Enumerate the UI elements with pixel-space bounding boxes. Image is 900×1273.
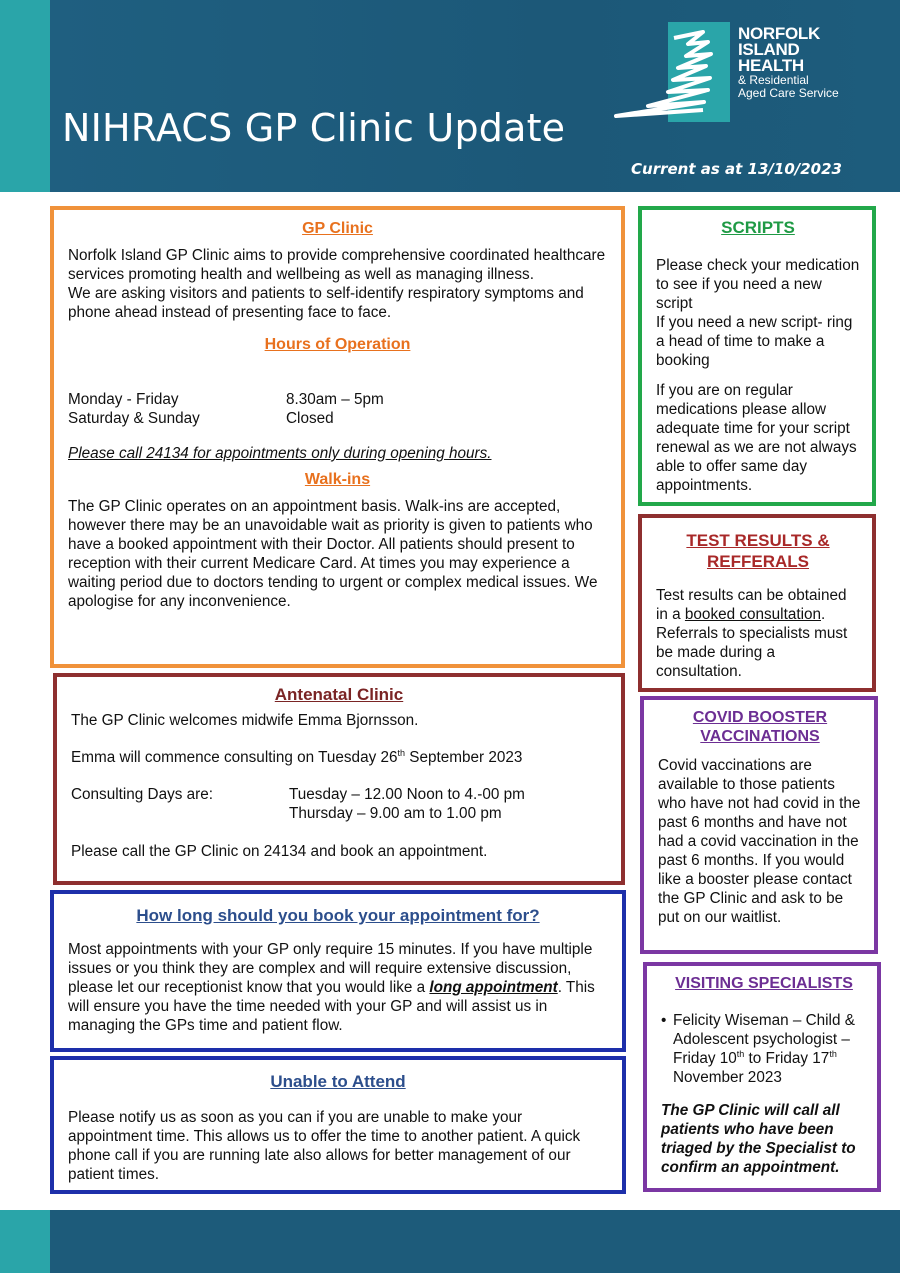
specialist-item-mid: to Friday 17: [744, 1050, 830, 1067]
logo-text: [738, 26, 839, 100]
specialist-item-sup: th: [829, 1048, 837, 1059]
logo-line-3: HEALTH: [738, 56, 804, 75]
hours-time: Closed: [286, 410, 334, 427]
walkins-title: Walk-ins: [304, 471, 371, 488]
appointment-length-text: [68, 940, 608, 1035]
appointment-length-box: [50, 890, 626, 1052]
test-results-title: TEST RESULTS & REFFERALS: [686, 531, 830, 571]
logo-line-4: & Residential: [738, 73, 809, 87]
booked-consultation-text: booked consultation: [684, 606, 821, 623]
unable-to-attend-box: [50, 1056, 626, 1194]
unable-to-attend-text: Please notify us as soon as you can if you are unable to make your appointment time. This allows us to offer the time to another patient. A quick phone call if you are running late also allows for better management of our patient times.: [68, 1109, 581, 1183]
current-date: Current as at 13/10/2023: [631, 160, 842, 178]
antenatal-box: [53, 673, 625, 885]
consulting-day: Thursday – 9.00 am to 1.00 pm: [289, 805, 502, 822]
appointment-length-title: How long should you book your appointment for?: [136, 906, 540, 925]
visiting-specialists-box: [643, 962, 881, 1192]
specialist-list-item: [661, 1011, 867, 1087]
norfolk-island-health-logo: [608, 20, 868, 130]
hours-title: Hours of Operation: [264, 336, 411, 353]
scripts-para2: If you need a new script- ring a head of time to make a booking: [656, 314, 853, 369]
test-results-text-start: Test results can be obtained in a: [656, 587, 847, 623]
covid-booster-title: COVID BOOSTER VACCINATIONS: [692, 709, 828, 745]
antenatal-line2-sup: th: [397, 747, 406, 758]
scripts-title: SCRIPTS: [721, 218, 795, 237]
specialist-item-text: [673, 1011, 867, 1087]
appointment-length-text-start: Most appointments with your GP only require 15 minutes. If you have multiple issues or you think they are complex and will require extensive discussion, please let our receptionist know that you would like a: [68, 941, 593, 996]
consulting-day: Tuesday – 12.00 Noon to 4.-00 pm: [289, 786, 525, 803]
antenatal-line2-start: Emma will commence consulting on Tuesday 26: [71, 749, 398, 766]
bullet-icon: •: [661, 1012, 667, 1029]
gp-clinic-para1: Norfolk Island GP Clinic aims to provide comprehensive coordinated healthcare services promoting health and wellbeing as well as managing illness.: [68, 247, 606, 283]
walkins-text: The GP Clinic operates on an appointment basis. Walk-ins are accepted, however there may be an unavoidable wait as priority is given to patients who have a booked appointment with their Doctor. All patients should present to reception with their current Medicare Card. At times you may experience a waiting period due to doctors tending to urgent or complex medical issues. We apologise for any inconvenience.: [68, 498, 598, 610]
antenatal-line2-end: September 2023: [405, 749, 523, 766]
call-note: Please call 24134 for appointments only during opening hours.: [68, 445, 492, 462]
hours-days: Monday - Friday: [68, 391, 179, 408]
visiting-specialists-title: VISITING SPECIALISTS: [675, 975, 853, 992]
logo-mark-icon: [608, 20, 733, 125]
test-results-text-end: . Referrals to specialists must be made during a consultation.: [656, 606, 848, 680]
test-results-box: [638, 514, 876, 692]
page-header: [0, 0, 900, 192]
page-footer: [0, 1210, 900, 1273]
antenatal-line4: Please call the GP Clinic on 24134 and book an appointment.: [71, 843, 488, 860]
gp-clinic-title: GP Clinic: [302, 220, 373, 237]
logo-line-5: Aged Care Service: [738, 86, 839, 100]
gp-clinic-box: [50, 206, 625, 668]
unable-to-attend-title: Unable to Attend: [270, 1072, 406, 1091]
hours-time: 8.30am – 5pm: [286, 391, 384, 408]
long-appointment-emphasis: long appointment: [429, 979, 558, 996]
antenatal-line2: [71, 748, 607, 767]
header-teal-strip: [0, 0, 50, 192]
appointment-length-text-end: . This will ensure you have the time needed with your GP and will assist us in managing the GPs time and patient flow.: [68, 979, 595, 1034]
page-title: NIHRACS GP Clinic Update: [62, 106, 566, 150]
test-results-text: [656, 586, 860, 681]
covid-booster-text: Covid vaccinations are available to those patients who have not had covid in the past 6 months and have not had a covid vaccination in the past 6 months. If you would like a booster please contact the GP Clinic and ask to be put on our waitlist.: [658, 757, 861, 926]
gp-clinic-para2: We are asking visitors and patients to self-identify respiratory symptoms and phone ahead instead of presenting face to face.: [68, 285, 584, 321]
consulting-days-label: Consulting Days are:: [71, 786, 213, 803]
specialist-item-sup: th: [736, 1048, 745, 1059]
scripts-para1: Please check your medication to see if you need a new script: [656, 257, 860, 312]
antenatal-line1: The GP Clinic welcomes midwife Emma Bjornsson.: [71, 712, 419, 729]
antenatal-title: Antenatal Clinic: [274, 685, 404, 704]
logo-line-1: NORFOLK: [738, 24, 820, 43]
specialist-item-start: Felicity Wiseman – Child & Adolescent psychologist – Friday 10: [673, 1012, 855, 1067]
covid-booster-box: [640, 696, 878, 954]
specialist-item-end: November 2023: [673, 1069, 782, 1086]
logo-line-2: ISLAND: [738, 40, 800, 59]
hours-table: [68, 390, 607, 428]
footer-teal-strip: [0, 1210, 50, 1273]
hours-days: Saturday & Sunday: [68, 410, 200, 427]
scripts-box: [638, 206, 876, 506]
scripts-para3: If you are on regular medications please allow adequate time for your script renewal as we are not always able to offer same day appointments.: [656, 382, 857, 494]
consulting-days: [71, 785, 607, 823]
specialist-note: The GP Clinic will call all patients who have been triaged by the Specialist to confirm an appointment.: [661, 1102, 856, 1176]
